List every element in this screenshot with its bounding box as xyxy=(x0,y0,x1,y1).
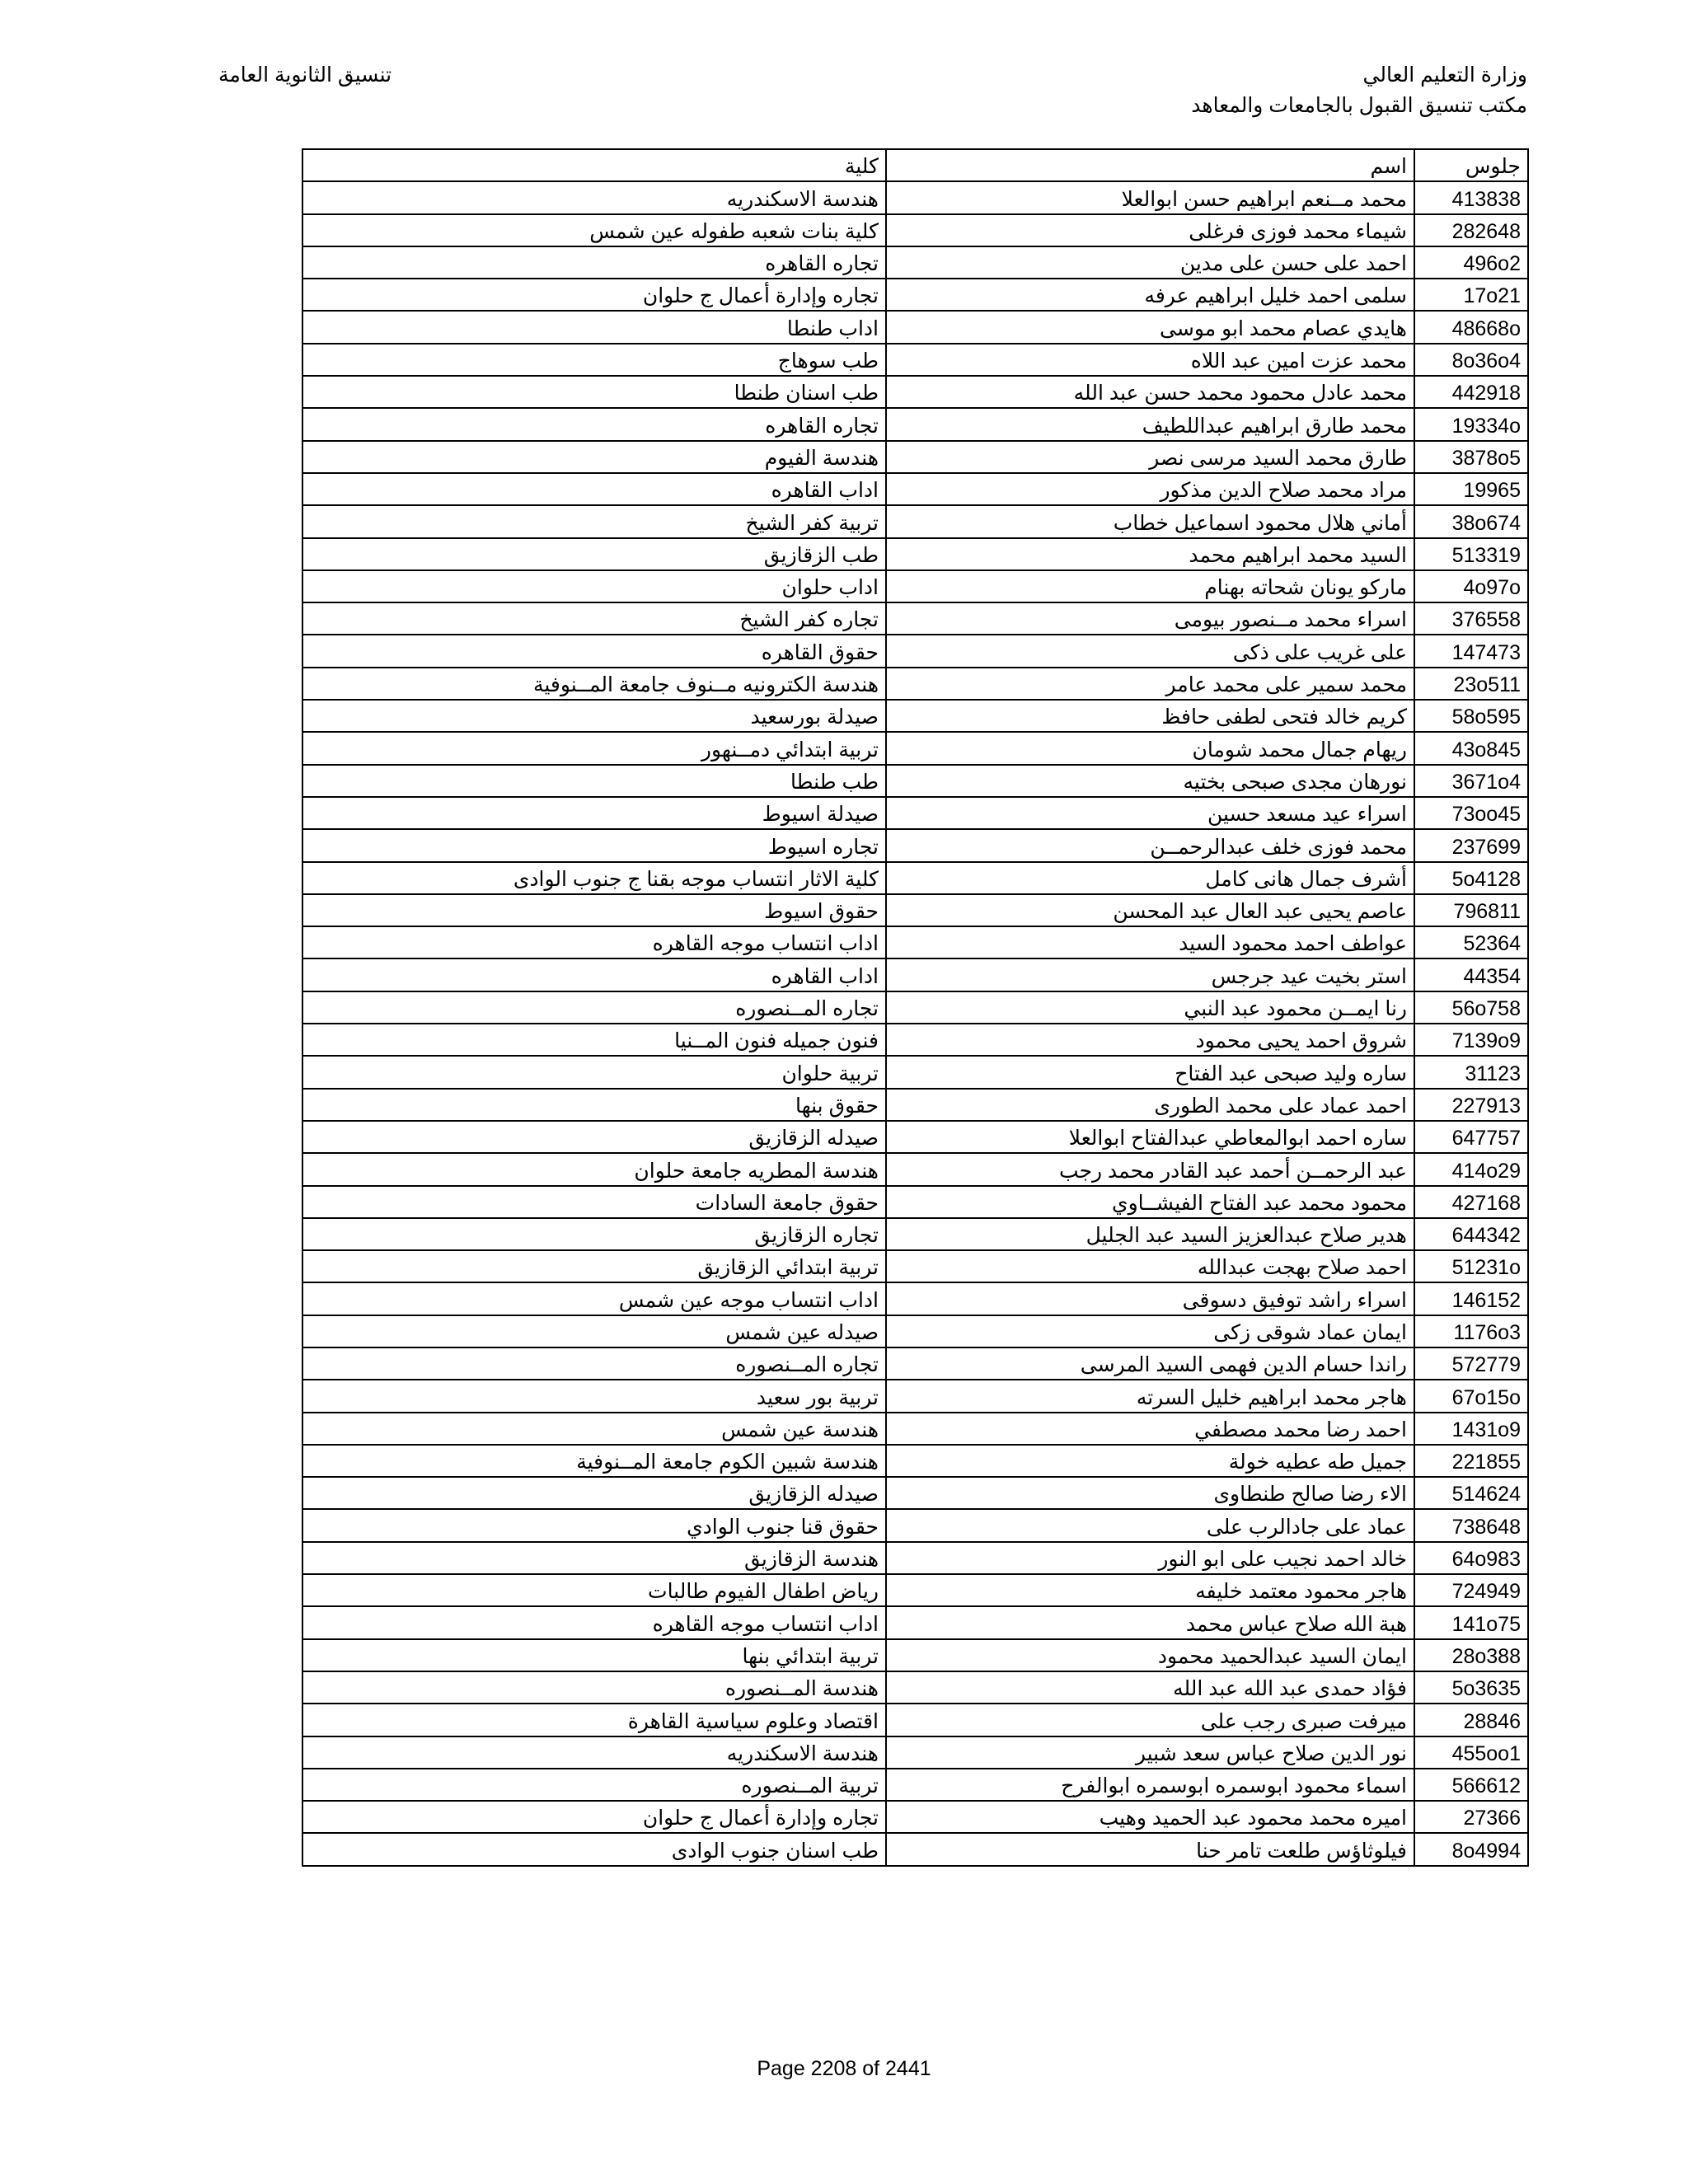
faculty-cell: تربية كفر الشيخ xyxy=(302,505,886,537)
table-row xyxy=(302,862,1528,894)
seat-cell: 513319 xyxy=(1414,538,1528,570)
name-cell: ايمان عماد شوقى زكى xyxy=(886,1315,1414,1347)
name-cell: احمد رضا محمد مصطفي xyxy=(886,1413,1414,1445)
seat-cell: 572779 xyxy=(1414,1347,1528,1380)
table-row xyxy=(302,1671,1528,1704)
faculty-cell: تجاره وإدارة أعمال ج حلوان xyxy=(302,279,886,311)
name-cell: رنا ايمــن محمود عبد النبي xyxy=(886,991,1414,1024)
name-cell: محمد عزت امين عبد اللاه xyxy=(886,344,1414,376)
faculty-cell: هندسة الاسكندريه xyxy=(302,1736,886,1769)
faculty-cell: تجاره المــنصوره xyxy=(302,991,886,1024)
name-cell: نور الدين صلاح عباس سعد شبير xyxy=(886,1736,1414,1769)
table-row xyxy=(302,1736,1528,1769)
table-row xyxy=(302,1282,1528,1315)
name-cell: عاصم يحيى عبد العال عبد المحسن xyxy=(886,894,1414,926)
faculty-cell: هندسة الفيوم xyxy=(302,441,886,473)
seat-cell: 44354 xyxy=(1414,958,1528,991)
name-cell: ساره احمد ابوالمعاطي عبدالفتاح ابوالعلا xyxy=(886,1121,1414,1153)
faculty-cell: حقوق جامعة السادات xyxy=(302,1186,886,1218)
faculty-cell: اداب طنطا xyxy=(302,311,886,343)
table-row xyxy=(302,1186,1528,1218)
faculty-cell: هندسة المطريه جامعة حلوان xyxy=(302,1153,886,1185)
table-row xyxy=(302,958,1528,991)
faculty-cell: هندسة المــنصوره xyxy=(302,1671,886,1704)
table-row xyxy=(302,1089,1528,1121)
name-cell: اسماء محمود ابوسمره ابوسمره ابوالفرح xyxy=(886,1769,1414,1801)
faculty-cell: طب طنطا xyxy=(302,765,886,797)
faculty-cell: فنون جميله فنون المــنيا xyxy=(302,1024,886,1056)
seat-cell: 5o4128 xyxy=(1414,862,1528,894)
seat-cell: 1176o3 xyxy=(1414,1315,1528,1347)
table-row xyxy=(302,279,1528,311)
seat-cell: 28o388 xyxy=(1414,1639,1528,1671)
name-cell: السيد محمد ابراهيم محمد xyxy=(886,538,1414,570)
seat-cell: 64o983 xyxy=(1414,1542,1528,1574)
table-row xyxy=(302,1056,1528,1088)
seat-cell: 23o511 xyxy=(1414,668,1528,700)
table-row xyxy=(302,441,1528,473)
name-cell: هبة الله صلاح عباس محمد xyxy=(886,1606,1414,1638)
table-row xyxy=(302,1347,1528,1380)
name-cell: ريهام جمال محمد شومان xyxy=(886,732,1414,764)
name-cell: كريم خالد فتحى لطفى حافظ xyxy=(886,700,1414,732)
faculty-cell: هندسة الكترونيه مــنوف جامعة المــنوفية xyxy=(302,668,886,700)
table-row xyxy=(302,991,1528,1024)
name-cell: ساره وليد صبحى عبد الفتاح xyxy=(886,1056,1414,1088)
seat-cell: 48668o xyxy=(1414,311,1528,343)
name-cell: ايمان السيد عبدالحميد محمود xyxy=(886,1639,1414,1671)
faculty-cell: اداب القاهره xyxy=(302,958,886,991)
seat-cell: 38o674 xyxy=(1414,505,1528,537)
name-cell: محمد عادل محمود محمد حسن عبد الله xyxy=(886,376,1414,408)
seat-cell: 237699 xyxy=(1414,829,1528,861)
seat-cell: 413838 xyxy=(1414,181,1528,213)
seat-cell: 724949 xyxy=(1414,1574,1528,1606)
table-header-row xyxy=(302,149,1528,181)
table-row xyxy=(302,635,1528,667)
name-cell: عماد على جادالرب على xyxy=(886,1509,1414,1541)
faculty-cell: اداب حلوان xyxy=(302,570,886,602)
name-cell: فؤاد حمدى عبد الله عبد الله xyxy=(886,1671,1414,1704)
seat-cell: 647757 xyxy=(1414,1121,1528,1153)
name-cell: هدير صلاح عبدالعزيز السيد عبد الجليل xyxy=(886,1218,1414,1250)
seat-cell: 8o4994 xyxy=(1414,1833,1528,1865)
seat-cell: 5o3635 xyxy=(1414,1671,1528,1704)
faculty-cell: حقوق قنا جنوب الوادي xyxy=(302,1509,886,1541)
faculty-cell: هندسة الاسكندريه xyxy=(302,181,886,213)
faculty-cell: هندسة الزقازيق xyxy=(302,1542,886,1574)
faculty-cell: اداب القاهره xyxy=(302,473,886,505)
table-row xyxy=(302,602,1528,635)
faculty-cell: تجاره المــنصوره xyxy=(302,1347,886,1380)
seat-cell: 19965 xyxy=(1414,473,1528,505)
seat-cell: 496o2 xyxy=(1414,246,1528,279)
table-row xyxy=(302,344,1528,376)
page-number: Page 2208 of 2441 xyxy=(757,2057,931,2080)
faculty-cell: حقوق اسيوط xyxy=(302,894,886,926)
faculty-cell: اداب انتساب موجه القاهره xyxy=(302,926,886,958)
faculty-cell: كلية الاثار انتساب موجه بقنا ج جنوب الوادى xyxy=(302,862,886,894)
table-row xyxy=(302,1801,1528,1833)
faculty-cell: تجاره وإدارة أعمال ج حلوان xyxy=(302,1801,886,1833)
faculty-cell: كلية بنات شعبه طفوله عين شمس xyxy=(302,214,886,246)
faculty-cell: طب اسنان جنوب الوادى xyxy=(302,1833,886,1865)
faculty-cell: هندسة عين شمس xyxy=(302,1413,886,1445)
table-row xyxy=(302,181,1528,213)
name-cell: هاجر محمد ابراهيم خليل السرته xyxy=(886,1380,1414,1412)
name-cell: الاء رضا صالح طنطاوى xyxy=(886,1477,1414,1509)
table-row xyxy=(302,700,1528,732)
faculty-cell: رياض اطفال الفيوم طالبات xyxy=(302,1574,886,1606)
name-cell: احمد على حسن على مدين xyxy=(886,246,1414,279)
seat-cell: 58o595 xyxy=(1414,700,1528,732)
seat-cell: 796811 xyxy=(1414,894,1528,926)
system-title: تنسيق الثانوية العامة xyxy=(218,63,392,87)
name-cell: محمود محمد عبد الفتاح الفيشــاوي xyxy=(886,1186,1414,1218)
faculty-cell: تجاره اسيوط xyxy=(302,829,886,861)
faculty-cell: تربية ابتدائي بنها xyxy=(302,1639,886,1671)
table-row xyxy=(302,797,1528,829)
table-row xyxy=(302,1606,1528,1638)
seat-cell: 227913 xyxy=(1414,1089,1528,1121)
admissions-table xyxy=(302,148,1529,1867)
seat-cell: 56o758 xyxy=(1414,991,1528,1024)
seat-cell: 73oo45 xyxy=(1414,797,1528,829)
header-faculty: كلية xyxy=(302,149,886,181)
seat-cell: 146152 xyxy=(1414,1282,1528,1315)
faculty-cell: حقوق بنها xyxy=(302,1089,886,1121)
seat-cell: 514624 xyxy=(1414,1477,1528,1509)
name-cell: أشرف جمال هانى كامل xyxy=(886,862,1414,894)
faculty-cell: تربية المــنصوره xyxy=(302,1769,886,1801)
seat-cell: 4o97o xyxy=(1414,570,1528,602)
table-row xyxy=(302,668,1528,700)
name-cell: هايدي عصام محمد ابو موسى xyxy=(886,311,1414,343)
faculty-cell: اداب انتساب موجه القاهره xyxy=(302,1606,886,1638)
table-row xyxy=(302,1121,1528,1153)
name-cell: نورهان مجدى صبحى بختيه xyxy=(886,765,1414,797)
table-row xyxy=(302,1769,1528,1801)
seat-cell: 43o845 xyxy=(1414,732,1528,764)
table-row xyxy=(302,1574,1528,1606)
name-cell: راندا حسام الدين فهمى السيد المرسى xyxy=(886,1347,1414,1380)
name-cell: محمد فوزى خلف عبدالرحمــن xyxy=(886,829,1414,861)
table-row xyxy=(302,376,1528,408)
table-row xyxy=(302,246,1528,279)
seat-cell: 141o75 xyxy=(1414,1606,1528,1638)
seat-cell: 376558 xyxy=(1414,602,1528,635)
name-cell: محمد سمير على محمد عامر xyxy=(886,668,1414,700)
faculty-cell: صيدله عين شمس xyxy=(302,1315,886,1347)
faculty-cell: طب اسنان طنطا xyxy=(302,376,886,408)
faculty-cell: تجاره القاهره xyxy=(302,408,886,440)
table-row xyxy=(302,1509,1528,1541)
seat-cell: 442918 xyxy=(1414,376,1528,408)
seat-cell: 8o36o4 xyxy=(1414,344,1528,376)
seat-cell: 51231o xyxy=(1414,1250,1528,1282)
name-cell: مراد محمد صلاح الدين مذكور xyxy=(886,473,1414,505)
faculty-cell: حقوق القاهره xyxy=(302,635,886,667)
table-row xyxy=(302,829,1528,861)
seat-cell: 221855 xyxy=(1414,1445,1528,1477)
table-row xyxy=(302,408,1528,440)
header-name: اسم xyxy=(886,149,1414,181)
table-row xyxy=(302,1315,1528,1347)
seat-cell: 414o29 xyxy=(1414,1153,1528,1185)
name-cell: ميرفت صبرى رجب على xyxy=(886,1704,1414,1736)
faculty-cell: تربية بور سعيد xyxy=(302,1380,886,1412)
table-row xyxy=(302,505,1528,537)
name-cell: عبد الرحمــن أحمد عبد القادر محمد رجب xyxy=(886,1153,1414,1185)
name-cell: على غريب على ذكى xyxy=(886,635,1414,667)
name-cell: اسراء عيد مسعد حسين xyxy=(886,797,1414,829)
table-row xyxy=(302,1024,1528,1056)
seat-cell: 52364 xyxy=(1414,926,1528,958)
faculty-cell: تجاره القاهره xyxy=(302,246,886,279)
name-cell: احمد صلاح بهجت عبدالله xyxy=(886,1250,1414,1282)
seat-cell: 1431o9 xyxy=(1414,1413,1528,1445)
name-cell: شيماء محمد فوزى فرغلى xyxy=(886,214,1414,246)
table-row xyxy=(302,1380,1528,1412)
name-cell: محمد مــنعم ابراهيم حسن ابوالعلا xyxy=(886,181,1414,213)
seat-cell: 17o21 xyxy=(1414,279,1528,311)
name-cell: جميل طه عطيه خولة xyxy=(886,1445,1414,1477)
name-cell: اسراء راشد توفيق دسوقى xyxy=(886,1282,1414,1315)
table-row xyxy=(302,926,1528,958)
name-cell: طارق محمد السيد مرسى نصر xyxy=(886,441,1414,473)
name-cell: ماركو يونان شحاته بهنام xyxy=(886,570,1414,602)
seat-cell: 147473 xyxy=(1414,635,1528,667)
faculty-cell: صيدله الزقازيق xyxy=(302,1121,886,1153)
name-cell: أماني هلال محمود اسماعيل خطاب xyxy=(886,505,1414,537)
table-row xyxy=(302,1639,1528,1671)
name-cell: اميره محمد محمود عبد الحميد وهيب xyxy=(886,1801,1414,1833)
table-row xyxy=(302,311,1528,343)
faculty-cell: اداب انتساب موجه عين شمس xyxy=(302,1282,886,1315)
faculty-cell: تربية ابتدائي الزقازيق xyxy=(302,1250,886,1282)
table-row xyxy=(302,1477,1528,1509)
faculty-cell: تجاره الزقازيق xyxy=(302,1218,886,1250)
seat-cell: 3878o5 xyxy=(1414,441,1528,473)
seat-cell: 566612 xyxy=(1414,1769,1528,1801)
faculty-cell: تجاره كفر الشيخ xyxy=(302,602,886,635)
header-seat: جلوس xyxy=(1414,149,1528,181)
seat-cell: 644342 xyxy=(1414,1218,1528,1250)
name-cell: هاجر محمود معتمد خليفه xyxy=(886,1574,1414,1606)
seat-cell: 28846 xyxy=(1414,1704,1528,1736)
table-row xyxy=(302,1445,1528,1477)
seat-cell: 455oo1 xyxy=(1414,1736,1528,1769)
name-cell: استر بخيت عيد جرجس xyxy=(886,958,1414,991)
faculty-cell: صيدلة بورسعيد xyxy=(302,700,886,732)
table-row xyxy=(302,538,1528,570)
faculty-cell: طب الزقازيق xyxy=(302,538,886,570)
name-cell: احمد عماد على محمد الطورى xyxy=(886,1089,1414,1121)
seat-cell: 738648 xyxy=(1414,1509,1528,1541)
faculty-cell: تربية حلوان xyxy=(302,1056,886,1088)
faculty-cell: اقتصاد وعلوم سياسية القاهرة xyxy=(302,1704,886,1736)
name-cell: اسراء محمد مــنصور بيومى xyxy=(886,602,1414,635)
ministry-title: وزارة التعليم العالي xyxy=(1362,63,1527,87)
table-row xyxy=(302,1218,1528,1250)
name-cell: محمد طارق ابراهيم عبداللطيف xyxy=(886,408,1414,440)
seat-cell: 27366 xyxy=(1414,1801,1528,1833)
seat-cell: 3671o4 xyxy=(1414,765,1528,797)
table-row xyxy=(302,1542,1528,1574)
seat-cell: 31123 xyxy=(1414,1056,1528,1088)
seat-cell: 67o15o xyxy=(1414,1380,1528,1412)
table-row xyxy=(302,214,1528,246)
table-row xyxy=(302,1704,1528,1736)
table-row xyxy=(302,765,1528,797)
faculty-cell: تربية ابتدائي دمــنهور xyxy=(302,732,886,764)
faculty-cell: صيدله الزقازيق xyxy=(302,1477,886,1509)
faculty-cell: هندسة شبين الكوم جامعة المــنوفية xyxy=(302,1445,886,1477)
name-cell: شروق احمد يحيى محمود xyxy=(886,1024,1414,1056)
name-cell: سلمى احمد خليل ابراهيم عرفه xyxy=(886,279,1414,311)
faculty-cell: طب سوهاج xyxy=(302,344,886,376)
name-cell: خالد احمد نجيب على ابو النور xyxy=(886,1542,1414,1574)
table-row xyxy=(302,894,1528,926)
name-cell: عواطف احمد محمود السيد xyxy=(886,926,1414,958)
table-row xyxy=(302,1153,1528,1185)
seat-cell: 19334o xyxy=(1414,408,1528,440)
table-row xyxy=(302,1413,1528,1445)
seat-cell: 427168 xyxy=(1414,1186,1528,1218)
table-row xyxy=(302,473,1528,505)
office-title: مكتب تنسيق القبول بالجامعات والمعاهد xyxy=(1191,94,1527,117)
faculty-cell: صيدلة اسيوط xyxy=(302,797,886,829)
table-row xyxy=(302,1833,1528,1865)
table-row xyxy=(302,570,1528,602)
seat-cell: 282648 xyxy=(1414,214,1528,246)
table-row xyxy=(302,1250,1528,1282)
table-row xyxy=(302,732,1528,764)
name-cell: فيلوثاؤس طلعت تامر حنا xyxy=(886,1833,1414,1865)
seat-cell: 7139o9 xyxy=(1414,1024,1528,1056)
